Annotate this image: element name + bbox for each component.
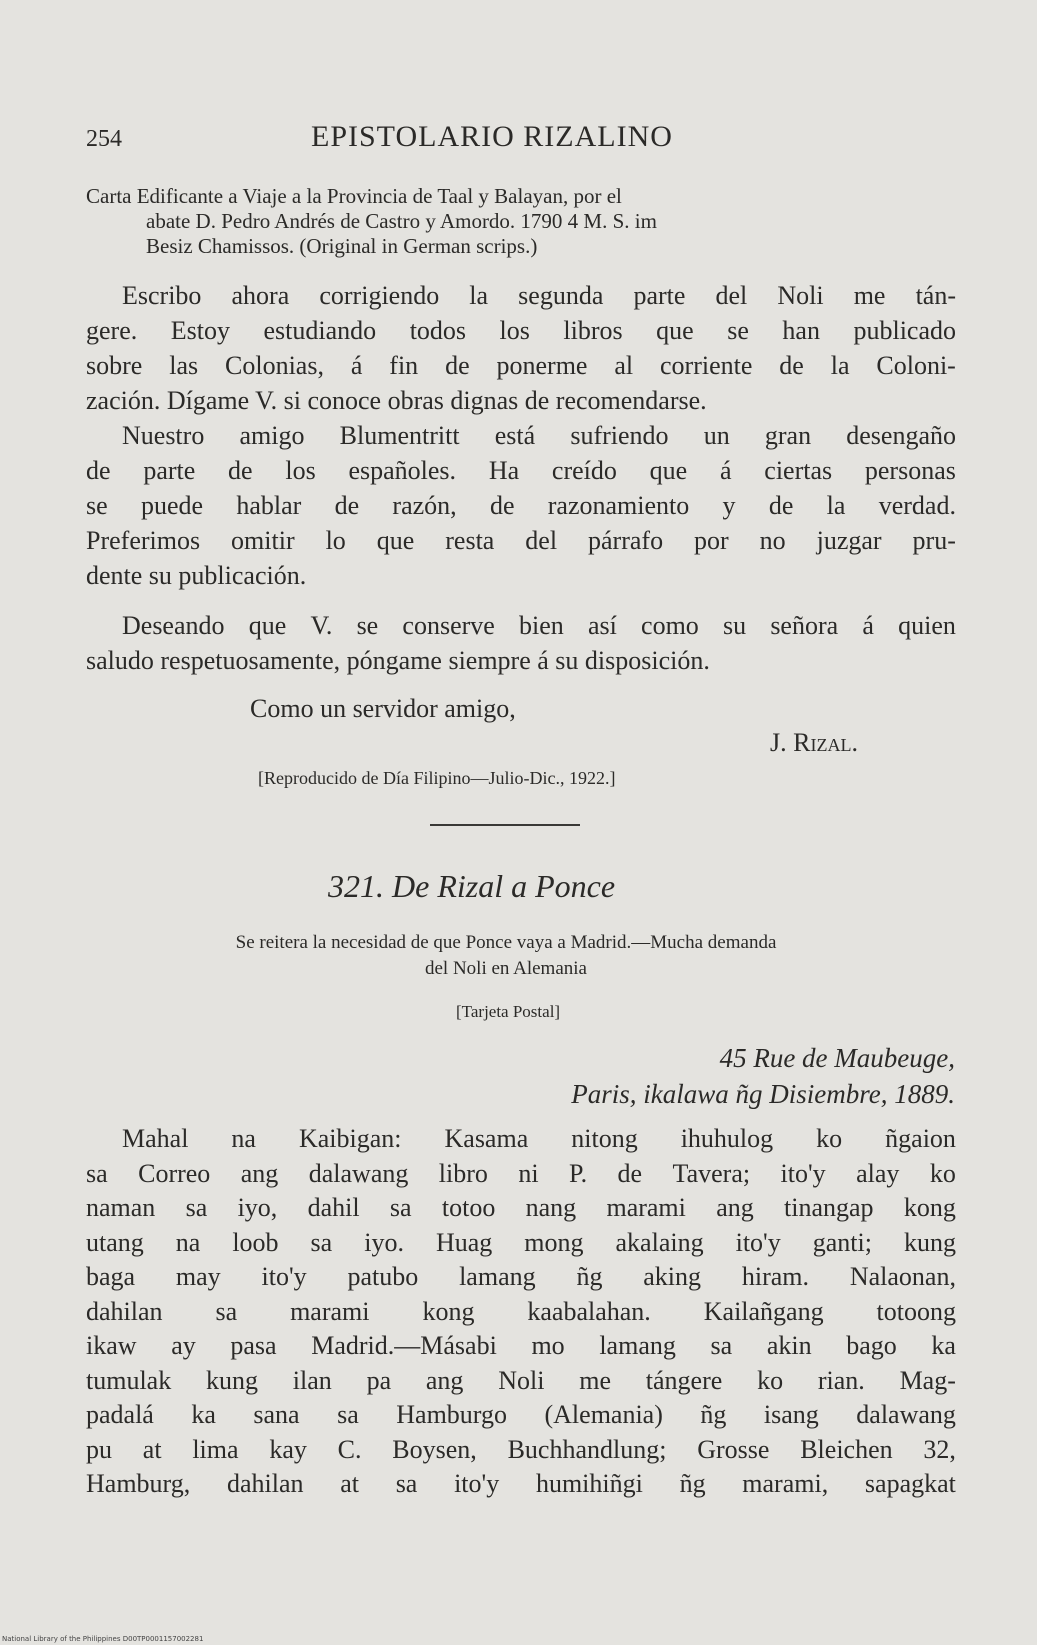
word: se — [727, 316, 749, 345]
word: ka — [931, 1331, 956, 1360]
text-line — [86, 313, 956, 348]
word: marami — [606, 1193, 686, 1222]
text-line — [86, 278, 956, 313]
word: lamang — [459, 1262, 536, 1291]
running-title: EPISTOLARIO RIZALINO — [311, 120, 673, 153]
word: kaabalahan. — [527, 1296, 651, 1326]
word: á — [862, 611, 874, 640]
word: de — [86, 456, 111, 485]
word: se — [356, 611, 379, 640]
word: su — [723, 611, 747, 640]
word: personas — [864, 456, 956, 485]
word: segunda — [518, 281, 604, 310]
word: ang — [425, 1365, 464, 1395]
paragraph-1 — [86, 278, 956, 418]
word: omitir — [231, 526, 295, 555]
word: de — [445, 351, 470, 380]
word: estudiando — [263, 316, 377, 345]
word: Bleichen — [800, 1434, 893, 1464]
word: pa — [366, 1365, 392, 1395]
word: patubo — [347, 1262, 419, 1291]
closing: Como un servidor amigo, — [250, 694, 516, 723]
citation-line: abate D. Pedro Andrés de Castro y Amordo. 1790 4 M. S. im — [146, 209, 657, 233]
bibliographic-citation — [86, 184, 956, 259]
word: tán- — [915, 281, 956, 310]
word: y — [722, 491, 736, 520]
word: los — [499, 316, 530, 345]
word: pasa — [230, 1331, 277, 1360]
word: que — [649, 456, 688, 485]
word: me — [853, 281, 886, 310]
text-line — [86, 1433, 956, 1468]
word: C. — [337, 1434, 362, 1464]
word: Grosse — [697, 1434, 770, 1464]
word: P. — [569, 1158, 588, 1188]
text-line: saludo respetuosamente, póngame siempre á su disposición. — [86, 646, 710, 675]
word: por — [694, 526, 729, 555]
text-line — [86, 1398, 956, 1433]
word: Kasama — [444, 1124, 529, 1153]
word: humihiñgi — [535, 1469, 643, 1498]
word: sa — [710, 1331, 733, 1360]
word: del — [715, 281, 748, 310]
word: naman — [86, 1193, 156, 1222]
word: parte — [143, 456, 196, 485]
section-divider — [430, 824, 580, 826]
word: publicado — [853, 316, 956, 345]
summary-line: del Noli en Alemania — [425, 958, 587, 979]
word: ilan — [292, 1365, 332, 1395]
word: sapagkat — [864, 1469, 956, 1498]
word: Blumentritt — [339, 421, 460, 450]
word: Ha — [488, 456, 520, 485]
word: Kaibigan: — [298, 1124, 402, 1153]
word: ahora — [231, 281, 290, 310]
text-line — [86, 523, 956, 558]
citation-line: Besiz Chamissos. (Original in German scrips.) — [146, 234, 538, 258]
word: está — [494, 421, 536, 450]
text-line — [86, 1295, 956, 1330]
word: de — [779, 351, 804, 380]
word: libro — [438, 1158, 488, 1188]
word: de — [489, 491, 515, 520]
text-line — [86, 488, 956, 523]
page-header — [86, 118, 986, 158]
word: españoles. — [348, 456, 457, 485]
letter-title: 321. De Rizal a Ponce — [328, 868, 616, 904]
word: gere. — [86, 316, 138, 345]
word: se — [86, 491, 108, 520]
word: del — [525, 526, 558, 555]
text-line: dente su publicación. — [86, 561, 307, 590]
word: aking — [643, 1262, 702, 1291]
word: mong — [524, 1227, 584, 1257]
word: ito'y — [780, 1158, 826, 1188]
word: V. — [310, 611, 333, 640]
word: ciertas — [764, 456, 833, 485]
word: las — [169, 351, 199, 380]
word: at — [142, 1434, 162, 1464]
word: kong — [903, 1193, 956, 1222]
word: alay — [856, 1158, 900, 1188]
word: creído — [551, 456, 617, 485]
word: Madrid.—Másabi — [311, 1331, 497, 1360]
word: Colonias, — [225, 351, 324, 380]
word: que — [376, 526, 415, 555]
word: un — [703, 421, 730, 450]
word: tángere — [645, 1365, 723, 1395]
word: sana — [253, 1400, 300, 1429]
word: gran — [764, 421, 812, 450]
word: sa — [310, 1227, 333, 1257]
signature: J. Rizal. — [770, 728, 858, 757]
word: de — [768, 491, 794, 520]
word: ñg — [576, 1262, 603, 1291]
word: libros — [563, 316, 623, 345]
word: Escribo — [122, 281, 202, 310]
word: marami, — [742, 1469, 829, 1498]
word: los — [285, 456, 316, 485]
word: la — [830, 351, 850, 380]
word: que — [248, 611, 287, 640]
word: corrigiendo — [319, 281, 440, 310]
word: ito'y — [261, 1262, 307, 1291]
word: dahilan — [86, 1296, 163, 1326]
letter-body — [86, 1122, 956, 1502]
word: isang — [763, 1400, 819, 1429]
word: loob — [232, 1227, 279, 1257]
word: razón, — [392, 491, 457, 520]
word: parte — [633, 281, 686, 310]
word: lamang — [599, 1331, 676, 1360]
word: sa — [215, 1296, 238, 1326]
word: ko — [816, 1124, 843, 1153]
text-line — [86, 1122, 956, 1157]
word: kong — [422, 1296, 475, 1326]
word: á — [719, 456, 732, 485]
source-note: [Reproducido de Día Filipino—Julio-Dic., 1922.] — [258, 768, 616, 788]
word: mo — [531, 1331, 565, 1360]
word: ito'y — [454, 1469, 500, 1498]
word: quien — [898, 611, 956, 640]
word: puede — [140, 491, 204, 520]
word: sa — [337, 1400, 359, 1429]
word: al — [614, 351, 634, 380]
word: Mahal — [122, 1124, 189, 1153]
text-line — [86, 348, 956, 383]
word: Estoy — [170, 316, 230, 345]
word: tinangap — [784, 1193, 874, 1222]
word: ni — [518, 1158, 539, 1188]
word: lo — [325, 526, 346, 555]
word: razonamiento — [547, 491, 690, 520]
word: hiram. — [741, 1262, 810, 1291]
word: Deseando — [122, 611, 225, 640]
word: Huag — [435, 1227, 493, 1257]
word: akalaing — [615, 1227, 704, 1257]
text-line — [86, 1260, 956, 1295]
text-line — [86, 608, 956, 643]
word: bien — [519, 611, 564, 640]
word: resta — [445, 526, 495, 555]
word: dahilan — [226, 1469, 304, 1498]
word: at — [340, 1469, 359, 1498]
word: Boysen, — [392, 1434, 477, 1464]
text-line — [86, 1467, 956, 1502]
word: ko — [757, 1365, 784, 1395]
word: que — [656, 316, 694, 345]
word: Noli — [777, 281, 824, 310]
address-line: Paris, ikalawa ñg Disiembre, 1889. — [571, 1079, 955, 1109]
word: de — [617, 1158, 643, 1188]
word: totoo — [441, 1193, 496, 1222]
word: como — [641, 611, 699, 640]
word: sa — [389, 1193, 412, 1222]
word: ikaw — [86, 1331, 137, 1360]
summary-line: Se reitera la necesidad de que Ponce vaya a Madrid.—Mucha demanda — [235, 932, 777, 953]
word: Kailañgang — [703, 1296, 824, 1326]
word: padalá — [86, 1400, 154, 1429]
word: kung — [903, 1227, 956, 1257]
word: sa — [185, 1193, 208, 1222]
word: may — [175, 1262, 221, 1291]
text-line: zación. Dígame V. si conoce obras dignas de recomendarse. — [86, 386, 707, 415]
word: ñgaion — [885, 1124, 956, 1153]
word: ko — [929, 1158, 956, 1188]
word: Nalaonan, — [849, 1262, 956, 1291]
letter-summary — [76, 930, 936, 982]
word: Mag- — [899, 1365, 956, 1395]
text-line — [86, 1226, 956, 1261]
word: baga — [86, 1262, 136, 1291]
word: tumulak — [86, 1365, 172, 1395]
word: ñg — [700, 1400, 727, 1429]
word: ñg — [679, 1469, 706, 1498]
word: Tavera; — [672, 1158, 751, 1188]
word: no — [759, 526, 786, 555]
word: amigo — [239, 421, 305, 450]
word: ito'y — [735, 1227, 781, 1257]
word: pu — [86, 1434, 112, 1464]
word: la — [469, 281, 489, 310]
word: dalawang — [308, 1158, 409, 1188]
word: 32, — [923, 1434, 956, 1464]
word: todos — [409, 316, 467, 345]
word: totoong — [876, 1296, 956, 1326]
word: ay — [171, 1331, 196, 1360]
word: hablar — [236, 491, 302, 520]
word: desengaño — [846, 421, 956, 450]
word: ponerme — [496, 351, 588, 380]
word: nang — [525, 1193, 577, 1222]
scan-footer: National Library of the Philippines D00TP0001157002281 — [2, 1635, 204, 1643]
word: me — [579, 1365, 611, 1395]
word: la — [826, 491, 846, 520]
word: Correo — [138, 1158, 211, 1188]
word: Buchhandlung; — [507, 1434, 667, 1464]
word: ang — [240, 1158, 279, 1188]
word: Coloni- — [876, 351, 956, 380]
word: sobre — [86, 351, 143, 380]
word: sa — [86, 1158, 108, 1188]
word: sufriendo — [570, 421, 669, 450]
word: akin — [766, 1331, 812, 1360]
word: juzgar — [816, 526, 882, 555]
letter-address — [571, 1040, 955, 1112]
word: bago — [846, 1331, 897, 1360]
word: de — [334, 491, 360, 520]
word: conserve — [402, 611, 495, 640]
page-number: 254 — [86, 126, 122, 152]
text-line — [86, 1191, 956, 1226]
word: fin — [389, 351, 419, 380]
word: sa — [395, 1469, 418, 1498]
text-line — [86, 1329, 956, 1364]
word: dahil — [307, 1193, 360, 1222]
word: na — [231, 1124, 256, 1153]
word: Nuestro — [122, 421, 205, 450]
word: de — [228, 456, 253, 485]
word: nitong — [571, 1124, 638, 1153]
word: corriente — [660, 351, 753, 380]
word: pru- — [912, 526, 956, 555]
word: marami — [290, 1296, 370, 1326]
word: han — [782, 316, 820, 345]
word: á — [350, 351, 363, 380]
text-line — [86, 418, 956, 453]
text-line — [86, 1364, 956, 1399]
paragraph-3 — [86, 608, 956, 678]
word: Hamburgo — [396, 1400, 507, 1429]
word: dalawang — [856, 1400, 956, 1429]
word: verdad. — [878, 491, 956, 520]
word: kung — [206, 1365, 258, 1395]
word: Noli — [498, 1365, 545, 1395]
word: utang — [86, 1227, 144, 1257]
word: párrafo — [588, 526, 664, 555]
word: así — [587, 611, 617, 640]
paragraph-2 — [86, 418, 956, 593]
word: ang — [716, 1193, 754, 1222]
text-line — [86, 1157, 956, 1192]
card-note: [Tarjeta Postal] — [456, 1002, 561, 1021]
citation-line: Carta Edificante a Viaje a la Provincia de Taal y Balayan, por el — [86, 184, 622, 208]
word: rian. — [817, 1365, 865, 1395]
word: ka — [191, 1400, 216, 1429]
word: (Alemania) — [544, 1400, 663, 1429]
address-line: 45 Rue de Maubeuge, — [719, 1043, 955, 1073]
word: ihuhulog — [680, 1124, 774, 1153]
word: iyo. — [364, 1227, 404, 1257]
word: iyo, — [237, 1193, 278, 1222]
word: ganti; — [812, 1227, 872, 1257]
text-line — [86, 453, 956, 488]
word: lima — [192, 1434, 239, 1464]
word: na — [175, 1227, 201, 1257]
word: señora — [770, 611, 839, 640]
word: kay — [269, 1434, 307, 1464]
word: Preferimos — [86, 526, 201, 555]
word: Hamburg, — [86, 1469, 191, 1498]
